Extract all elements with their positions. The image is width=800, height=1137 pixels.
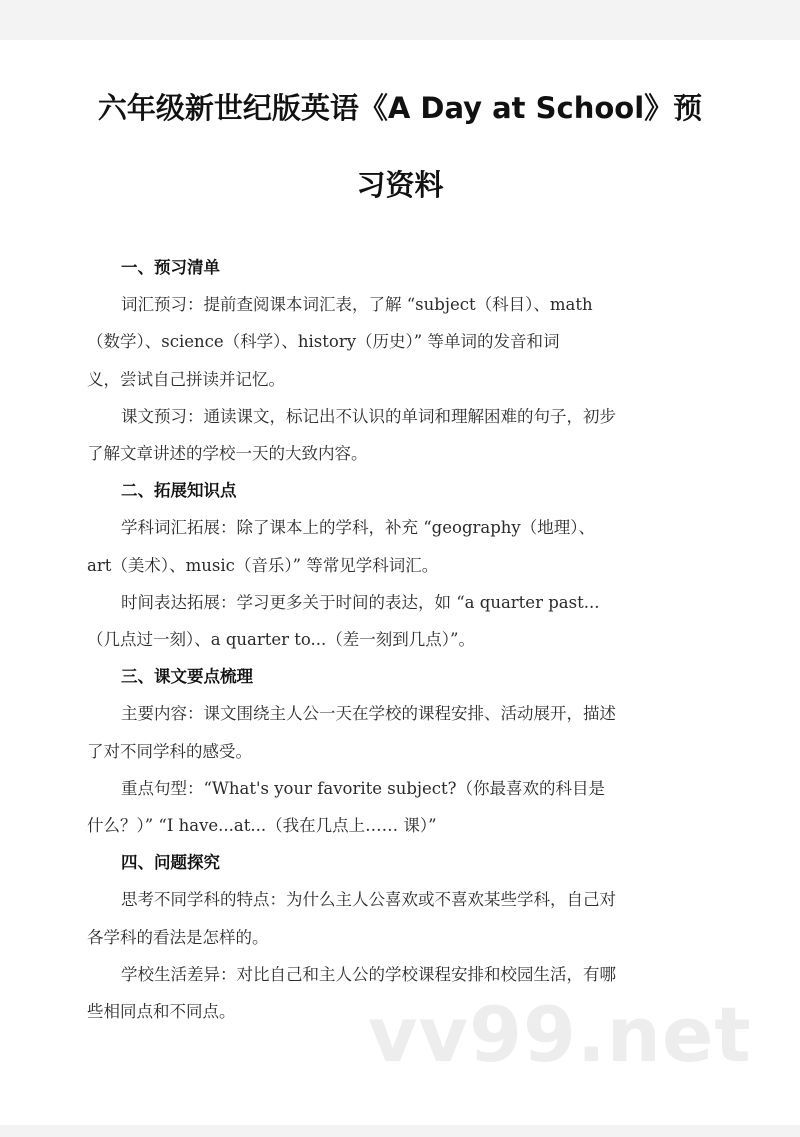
watermark: vv99.net: [368, 990, 752, 1079]
section-heading: 一、预习清单: [121, 258, 220, 277]
paragraph-line: 学校生活差异：对比自己和主人公的学校课程安排和校园生活，有哪: [121, 964, 616, 984]
document-title-line-2: 习资料: [356, 168, 444, 202]
paragraph-line: 了解文章讲述的学校一天的大致内容。: [87, 444, 368, 463]
paragraph-line: art（美术）、music（音乐）” 等常见学科词汇。: [87, 555, 439, 575]
paragraph-line: （几点过一刻）、a quarter to...（差一刻到几点）”。: [87, 630, 475, 649]
paragraph-line: 各学科的看法是怎样的。: [87, 927, 269, 947]
paragraph-line: 主要内容：课文围绕主人公一天在学校的课程安排、活动展开，描述: [121, 704, 616, 724]
paragraph-line: 学科词汇拓展：除了课本上的学科，补充 “geography（地理）、: [121, 518, 595, 538]
paragraph-line: 重点句型：“What's your favorite subject?（你最喜欢的科目是: [121, 778, 606, 798]
document-title-line-1: 六年级新世纪版英语《A Day at School》预: [97, 91, 703, 125]
section-heading: 三、课文要点梳理: [121, 667, 253, 687]
paragraph-line: 些相同点和不同点。: [87, 1002, 236, 1021]
paragraph-line: 义，尝试自己拼读并记忆。: [87, 369, 285, 389]
paragraph-line: 时间表达拓展：学习更多关于时间的表达，如 “a quarter past...: [121, 592, 600, 612]
section-heading: 四、问题探究: [121, 853, 220, 873]
paragraph-line: （数学）、science（科学）、history（历史）” 等单词的发音和词: [87, 332, 560, 352]
paragraph-line: 词汇预习：提前查阅课本词汇表，了解 “subject（科目）、math: [121, 295, 593, 315]
section-heading: 二、拓展知识点: [121, 481, 237, 501]
paragraph-line: 思考不同学科的特点：为什么主人公喜欢或不喜欢某些学科，自己对: [121, 890, 616, 910]
paragraph-line: 什么？）” “I have...at...（我在几点上…… 课）”: [87, 816, 437, 835]
paragraph-line: 了对不同学科的感受。: [87, 741, 252, 761]
paragraph-line: 课文预习：通读课文，标记出不认识的单词和理解困难的句子，初步: [121, 406, 616, 426]
